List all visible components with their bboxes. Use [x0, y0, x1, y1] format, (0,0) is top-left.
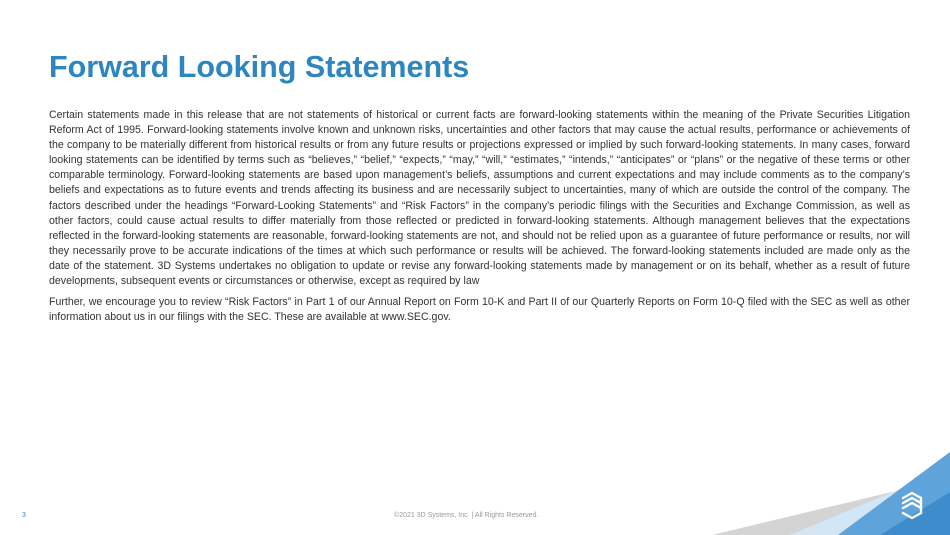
disclaimer-paragraph: Further, we encourage you to review “Risk Factors” in Part 1 of our Annual Report on Form 10-K and Part II of our Quarterly Reports on Form 10-Q filed with the SEC as well as other information about us in our filings with the SEC. These are available at www.SEC.gov. [49, 296, 910, 324]
disclaimer-paragraph: Certain statements made in this release that are not statements of historical or current facts are forward-looking statements within the meaning of the Private Securities Litigation Reform Act of 1995. Forward-looking statements involve known and unknown risks, uncertainties and other factors that may cause the actual results, performance or achievements of the company to be materially different from historical results or from any future results or projections expressed or implied by such forward-looking statements. In many cases, forward looking statements can be identified by terms such as “believes,” “belief,” “expects,” “may,” “will,” “estimates,” “intends,” “anticipates” or “plans” or the negative of these terms or other comparable terminology. Forward-looking statements are based upon management’s beliefs, assumptions and current expectations and may include comments as to the company’s beliefs and expectations as to future events and trends affecting its business and are necessarily subject to uncertainties, many of which are outside the control of the company. The factors described under the headings “Forward-Looking Statements” and “Risk Factors” in the company’s periodic filings with the Securities and Exchange Commission, as well as other factors, could cause actual results to differ materially from those reflected or predicted in forward-looking statements. Although management believes that the expectations reflected in the forward-looking statements are reasonable, forward-looking statements are not, and should not be relied upon as a guarantee of future performance or results, nor will they necessarily prove to be accurate indications of the times at which such performance or results will be achieved. The forward-looking statements included are made only as the date of the statement. 3D Systems undertakes no obligation to update or revise any forward-looking statements made by management or on its behalf, whether as a result of future developments, subsequent events or circumstances or otherwise, except as required by law [49, 109, 910, 288]
blue-wedge [838, 452, 950, 535]
grey-swoosh [712, 478, 950, 535]
disclaimer-body [49, 108, 910, 325]
dark-blue-wedge [880, 492, 950, 535]
3d-systems-cube-icon [903, 493, 921, 518]
slide-title: Forward Looking Statements [49, 50, 470, 84]
light-blue-wedge [790, 468, 950, 535]
page-number: 3 [22, 512, 26, 519]
copyright-notice: ©2021 3D Systems, Inc. | All Rights Reserved. [394, 512, 539, 519]
